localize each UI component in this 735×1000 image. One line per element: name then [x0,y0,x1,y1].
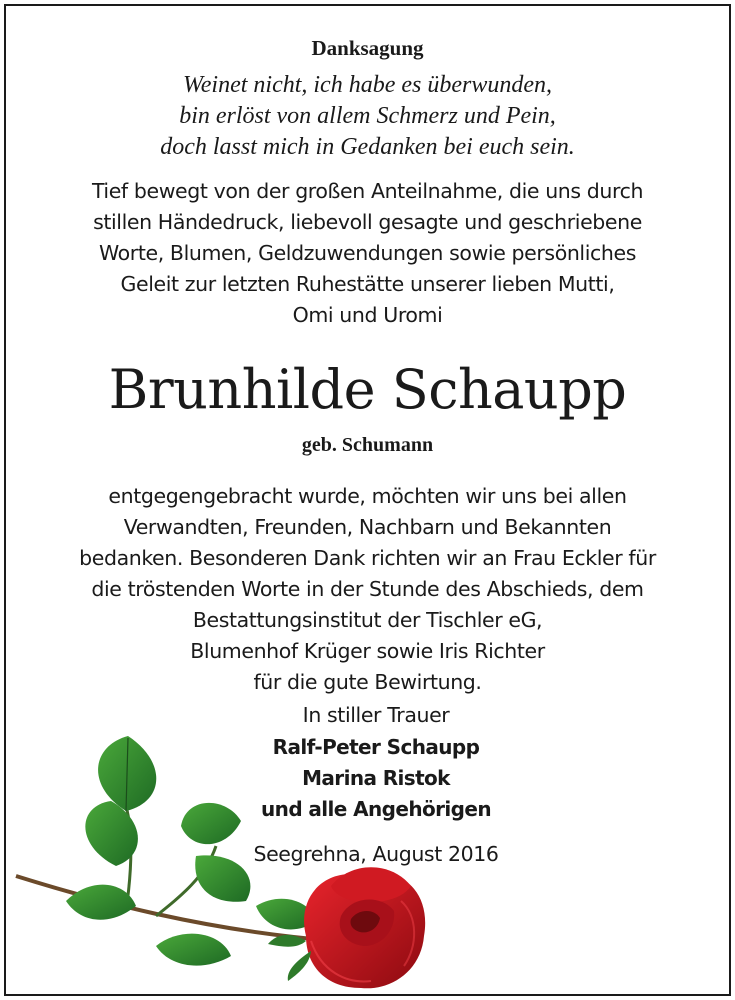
intro-line-5: Omi und Uromi [292,303,443,327]
intro-line-2: stillen Händedruck, liebevoll gesagte und geschriebene [93,210,642,234]
poem-line-2: bin erlöst von allem Schmerz und Pein, [179,103,556,129]
intro-line-3: Worte, Blumen, Geldzuwendungen sowie persönliches [99,241,636,265]
mourner-3: und alle Angehörigen [261,797,491,821]
poem-line-1: Weinet nicht, ich habe es überwunden, [182,72,553,98]
intro-line-1: Tief bewegt von der großen Anteilnahme, die uns durch [91,179,644,203]
mourning-label: In stiller Trauer [302,703,450,727]
thanks-line-7: für die gute Bewirtung. [253,670,482,694]
thanks-line-2: Verwandten, Freunden, Nachbarn und Bekannten [123,515,612,539]
obituary-notice [4,4,731,996]
place-date: Seegrehna, August 2016 [253,842,499,866]
mourner-2: Marina Ristok [302,766,450,790]
rose-head [304,867,425,988]
birth-name: geb. Schumann [301,434,434,456]
heading: Danksagung [311,36,424,60]
thanks-line-3: bedanken. Besonderen Dank richten wir an Frau Eckler für [79,546,656,570]
thanks-line-4: die tröstenden Worte in der Stunde des Abschieds, dem [91,577,644,601]
poem-line-3: doch lasst mich in Gedanken bei euch sein. [160,134,575,160]
intro-line-4: Geleit zur letzten Ruhestätte unserer lieben Mutti, [120,272,615,296]
thanks-line-6: Blumenhof Krüger sowie Iris Richter [190,639,545,663]
thanks-line-1: entgegengebracht wurde, möchten wir uns bei allen [108,484,627,508]
thanks-line-5: Bestattungsinstitut der Tischler eG, [192,608,543,632]
mourner-1: Ralf-Peter Schaupp [272,735,480,759]
deceased-name: Brunhilde Schaupp [108,358,627,421]
leaf-bottom [156,934,231,966]
leaf-middle [85,801,138,866]
leaf-left [66,885,136,920]
